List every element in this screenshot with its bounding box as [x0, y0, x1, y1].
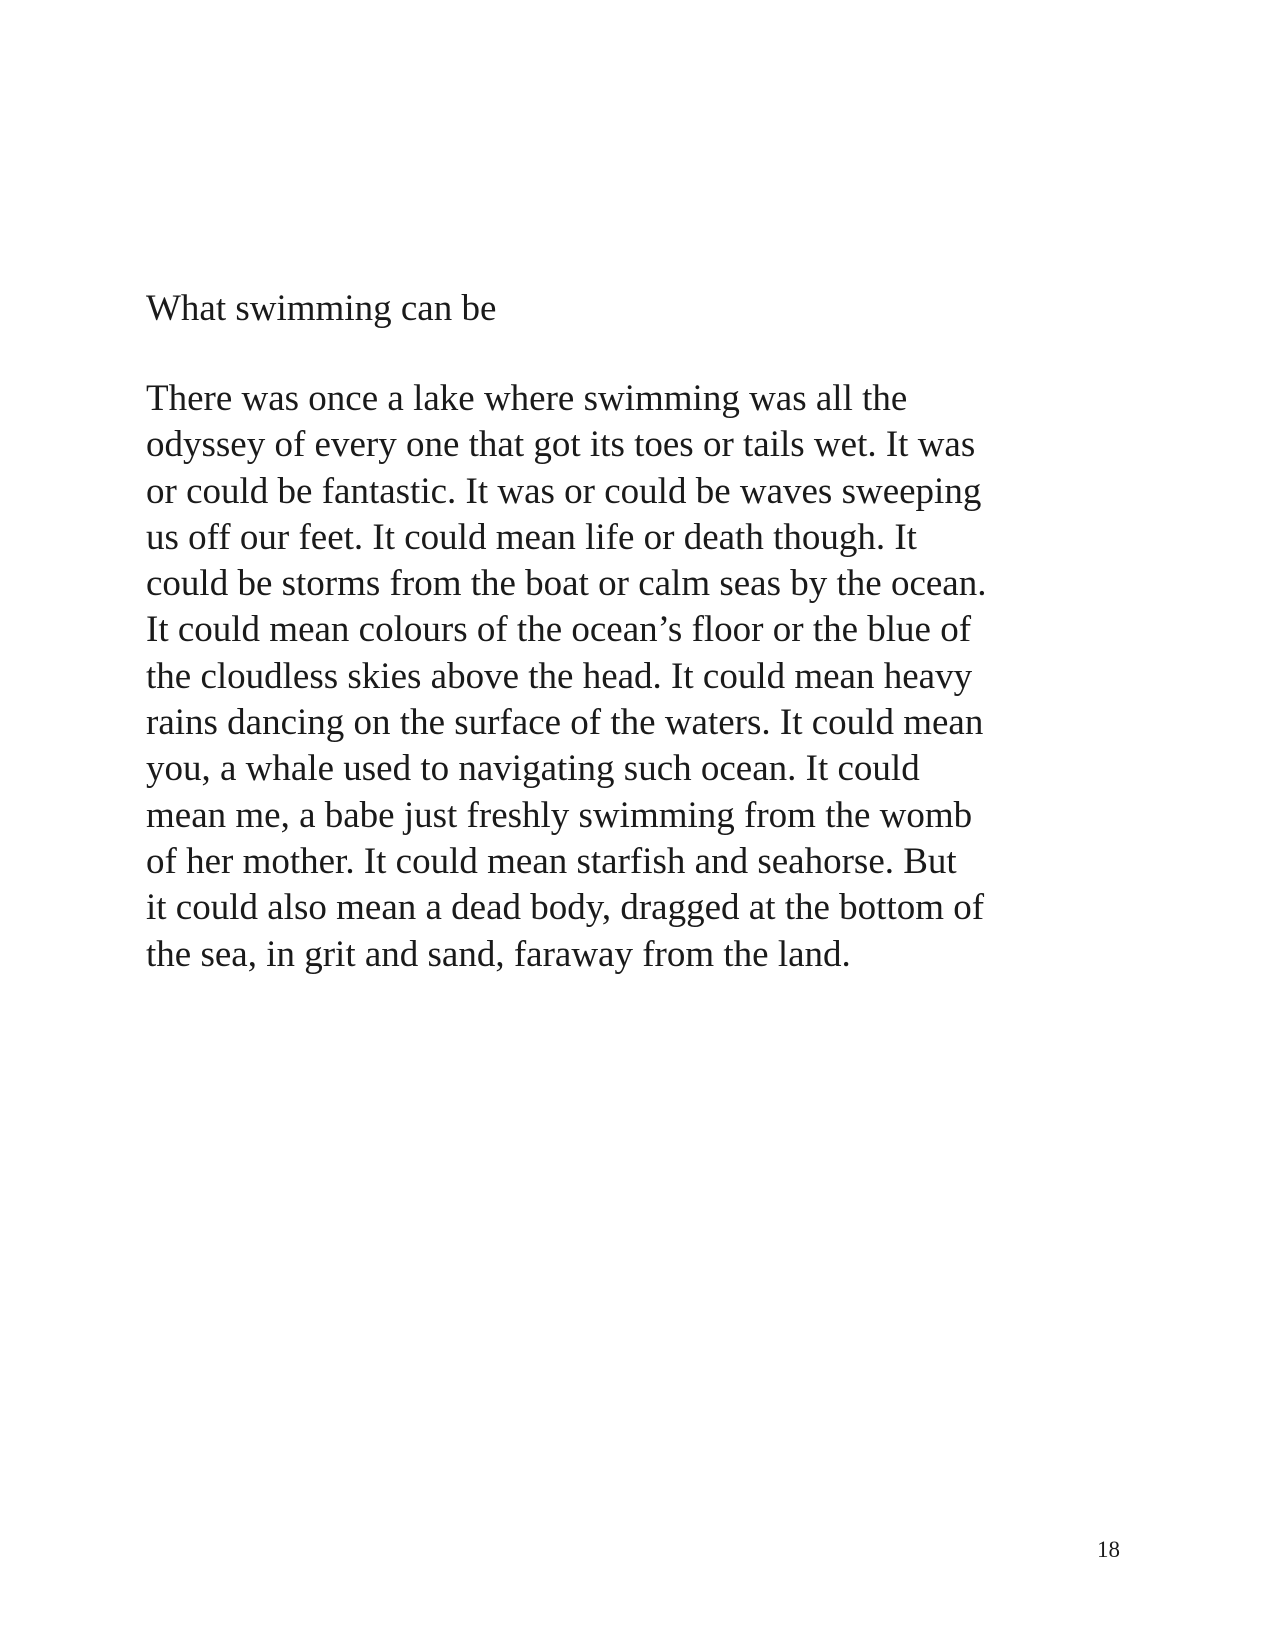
poem-line: it could also mean a dead body, dragged at the bottom of — [146, 887, 985, 929]
poem-line: odyssey of every one that got its toes or tails wet. It was — [146, 424, 976, 466]
page-number: 18 — [1097, 1537, 1120, 1562]
poem-line: us off our feet. It could mean life or death though. It — [146, 516, 917, 558]
poem-body — [146, 376, 1146, 978]
poem-line: It could mean colours of the ocean’s floor or the blue of — [146, 609, 972, 651]
poem-line: could be storms from the boat or calm seas by the ocean. — [146, 563, 987, 605]
poem-title: What swimming can be — [146, 288, 497, 329]
poem-line: of her mother. It could mean starfish and seahorse. But — [146, 840, 957, 882]
poem-line: There was once a lake where swimming was all the — [146, 378, 908, 419]
poem-line: the cloudless skies above the head. It could mean heavy — [146, 655, 973, 697]
poem-line: mean me, a babe just freshly swimming from the womb — [146, 794, 973, 836]
poem-line: the sea, in grit and sand, faraway from the land. — [146, 933, 851, 975]
poem-line: you, a whale used to navigating such ocean. It could — [146, 748, 920, 790]
poem-line: rains dancing on the surface of the waters. It could mean — [146, 702, 984, 744]
poem-line: or could be fantastic. It was or could be waves sweeping — [146, 470, 982, 512]
